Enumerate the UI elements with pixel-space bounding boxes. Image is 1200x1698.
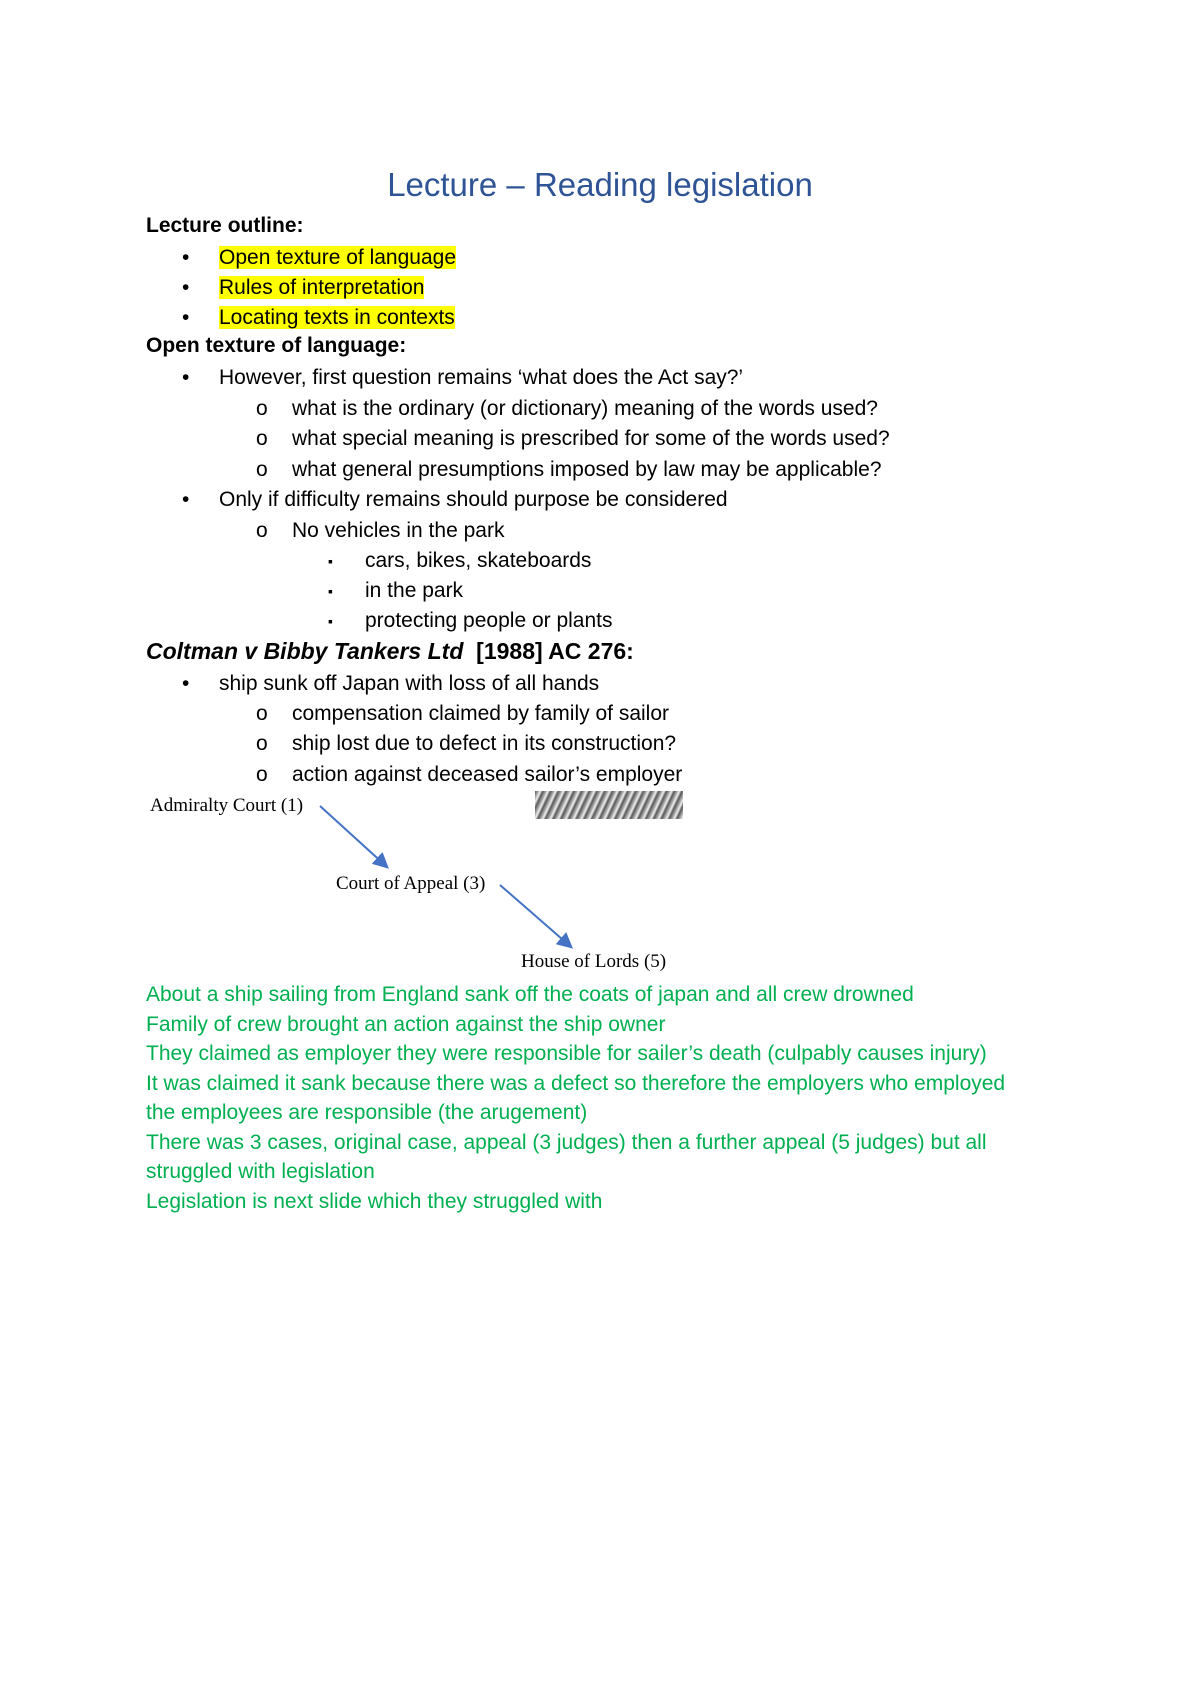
circle-marker: o <box>256 427 268 450</box>
outline-heading: Lecture outline: <box>146 214 304 237</box>
open-texture-bullet-2: Only if difficulty remains should purpose be considered <box>219 488 728 511</box>
circle-marker: o <box>256 458 268 481</box>
sub-sub-item: cars, bikes, skateboards <box>365 549 592 572</box>
note-line: There was 3 cases, original case, appeal (3 judges) then a further appeal (5 judges) but all <box>146 1131 987 1154</box>
sub-item: what general presumptions imposed by law may be applicable? <box>292 458 882 481</box>
outline-item-3: Locating texts in contexts <box>219 306 455 329</box>
sub-item: what is the ordinary (or dictionary) meaning of the words used? <box>292 397 878 420</box>
note-line: the employees are responsible (the arugement) <box>146 1101 588 1124</box>
sub-item: No vehicles in the park <box>292 519 505 542</box>
note-line: It was claimed it sank because there was a defect so therefore the employers who employed <box>146 1072 1006 1095</box>
sub-item: what special meaning is prescribed for some of the words used? <box>292 427 890 450</box>
square-marker: ▪ <box>328 613 333 629</box>
page-title: Lecture – Reading legislation <box>387 166 813 203</box>
square-marker: ▪ <box>328 583 333 599</box>
bullet-marker: • <box>182 672 190 695</box>
circle-marker: o <box>256 397 268 420</box>
case-bullet: ship sunk off Japan with loss of all hands <box>219 672 600 695</box>
admiralty-court-label: Admiralty Court (1) <box>150 795 304 816</box>
note-line: They claimed as employer they were responsible for sailer’s death (culpably causes injury) <box>146 1042 987 1065</box>
house-of-lords-label: House of Lords (5) <box>521 951 667 972</box>
outline-item-2: Rules of interpretation <box>219 276 425 299</box>
arrow-admiralty-to-appeal <box>320 806 386 866</box>
circle-marker: o <box>256 519 268 542</box>
court-of-appeal-label: Court of Appeal (3) <box>336 873 486 894</box>
sub-item: ship lost due to defect in its construction? <box>292 732 677 755</box>
bullet-marker: • <box>182 366 190 389</box>
square-marker: ▪ <box>328 553 333 569</box>
outline-item-1: Open texture of language <box>219 246 457 269</box>
note-line: About a ship sailing from England sank off the coats of japan and all crew drowned <box>146 983 914 1006</box>
circle-marker: o <box>256 702 268 725</box>
case-name: Coltman v Bibby Tankers Ltd <box>146 638 464 664</box>
bullet-marker: • <box>182 488 190 511</box>
outline-bullet: • <box>182 246 190 269</box>
note-line: Family of crew brought an action against the ship owner <box>146 1013 666 1036</box>
note-line: Legislation is next slide which they struggled with <box>146 1190 603 1213</box>
open-texture-heading: Open texture of language: <box>146 334 407 357</box>
sub-item: compensation claimed by family of sailor <box>292 702 669 725</box>
outline-bullet: • <box>182 306 190 329</box>
note-line: struggled with legislation <box>146 1160 375 1183</box>
arrow-appeal-to-lords <box>500 885 570 946</box>
sub-sub-item: in the park <box>365 579 464 602</box>
circle-marker: o <box>256 732 268 755</box>
sub-sub-item: protecting people or plants <box>365 609 613 632</box>
outline-bullet: • <box>182 276 190 299</box>
case-citation: [1988] AC 276: <box>476 638 634 664</box>
circle-marker: o <box>256 763 268 786</box>
sub-item: action against deceased sailor’s employer <box>292 763 683 786</box>
open-texture-bullet-1: However, first question remains ‘what does the Act say?’ <box>219 366 744 389</box>
